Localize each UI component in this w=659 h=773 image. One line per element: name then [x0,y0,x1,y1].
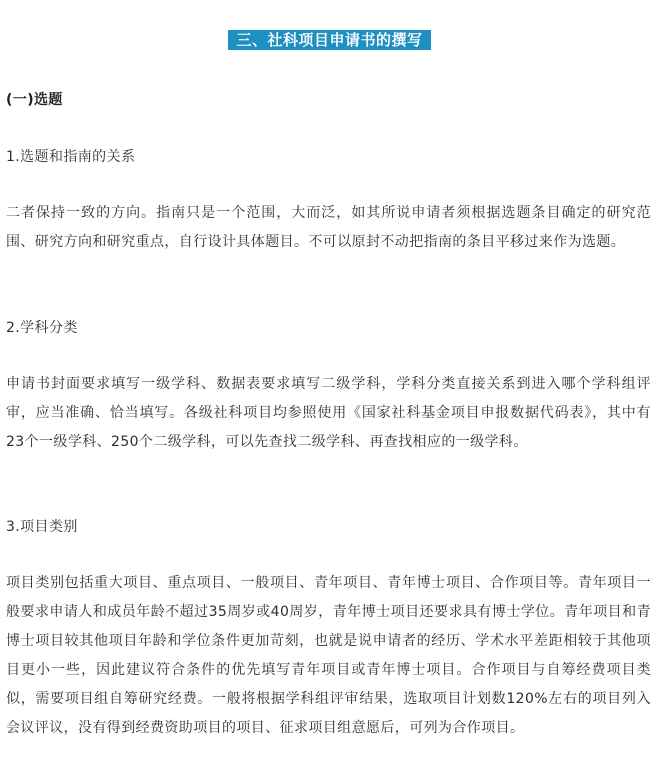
section-heading-selection: (一)选题 [6,92,63,108]
paragraph-discipline: 申请书封面要求填写一级学科、数据表要求填写二级学科，学科分类直接关系到进入哪个学科组评审，应当准确、恰当填写。各级社科项目均参照使用《国家社科基金项目申报数据代码表》，其中有23个一级学科、250个二级学科，可以先查找二级学科、再查找相应的一级学科。 [6,376,651,450]
subheading-discipline: 2.学科分类 [6,320,78,336]
paragraph-topic-guide: 二者保持一致的方向。指南只是一个范围，大而泛，如其所说申请者须根据选题条目确定的研究范围、研究方向和研究重点，自行设计具体题目。不可以原封不动把指南的条目平移过来作为选题。 [6,205,651,250]
subheading-topic-guide: 1.选题和指南的关系 [6,149,136,165]
paragraph-project-type: 项目类别包括重大项目、重点项目、一般项目、青年项目、青年博士项目、合作项目等。青年项目一般要求申请人和成员年龄不超过35周岁或40周岁，青年博士项目还要求具有博士学位。青年项目和青博士项目较其他项目年龄和学位条件更加苛刻，也就是说申请者的经历、学术水平差距相较于其他项目更小一些，因此建议符合条件的优先填写青年项目或青年博士项目。合作项目与自筹经费项目类似，需要项目组自筹研究经费。一般将根据学科组评审结果，选取项目计划数120%左右的项目列入会议评议，没有得到经费资助项目的项目、征求项目组意愿后，可列为合作项目。 [6,575,651,736]
subheading-project-type: 3.项目类别 [6,519,78,535]
section-banner: 三、社科项目申请书的撰写 [228,30,430,50]
banner-wrap [0,30,659,50]
